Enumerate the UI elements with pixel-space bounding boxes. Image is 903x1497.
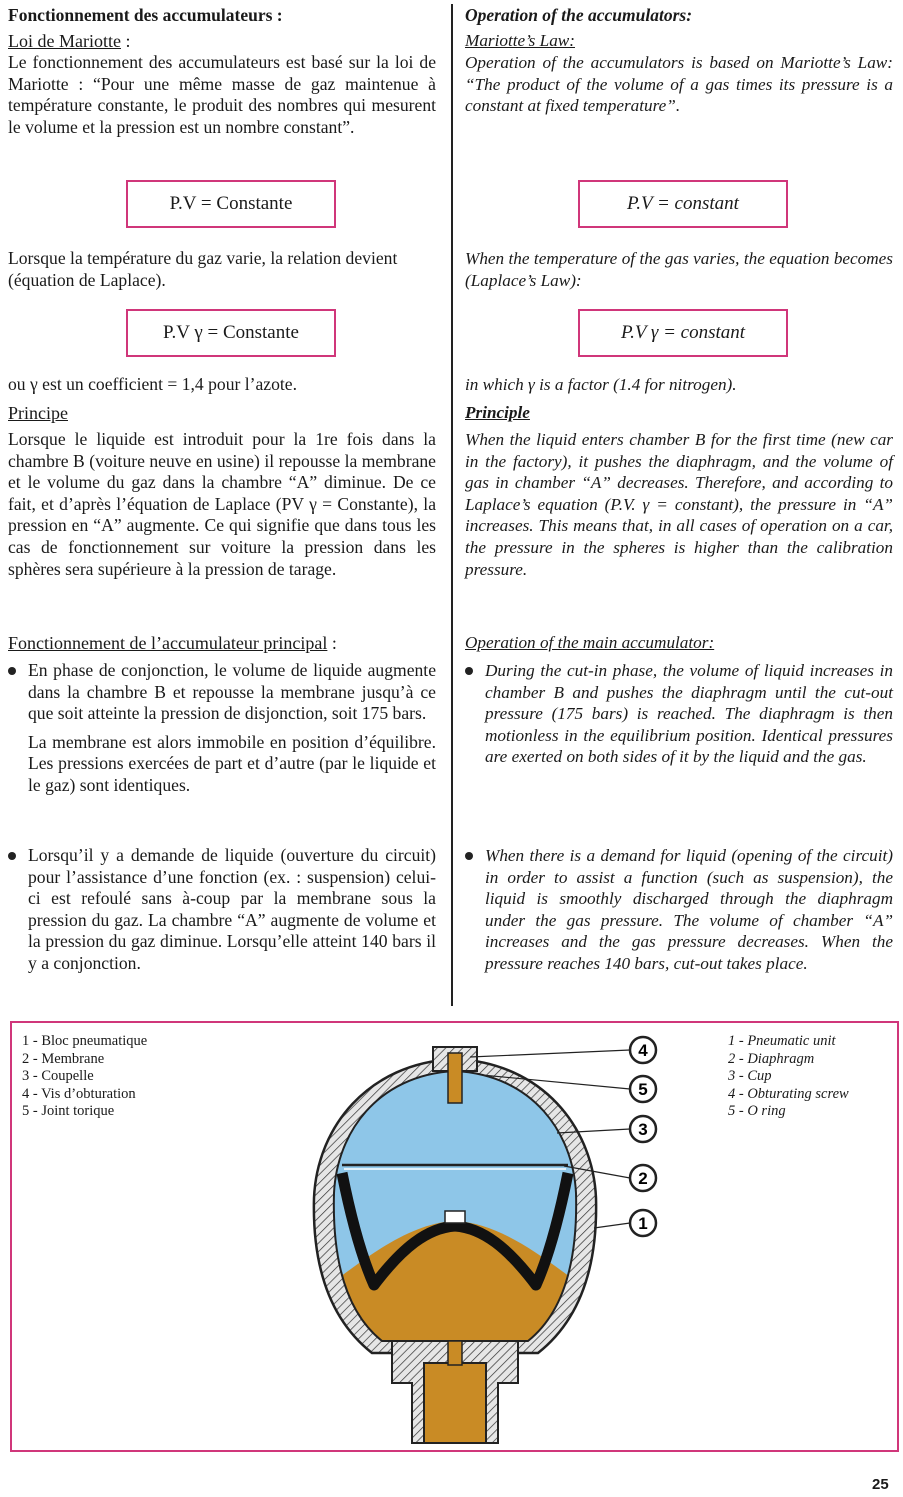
legend-fr-item: 1 - Bloc pneumatique	[22, 1033, 148, 1049]
legend-fr-item: 4 - Vis d’obturation	[22, 1085, 136, 1102]
french-mariotte-heading: Loi de Mariotte	[8, 31, 121, 51]
bullet-dot	[8, 852, 16, 860]
accumulator-figure	[10, 1021, 899, 1452]
callout-5-label: 5	[638, 1080, 648, 1099]
callout-2-label: 2	[638, 1169, 648, 1188]
bullet-dot	[465, 667, 473, 675]
english-principle-heading: Principle	[465, 403, 530, 422]
english-mariotte-heading: Mariotte’s Law:	[465, 31, 575, 50]
french-title: Fonctionnement des accumulateurs :	[8, 5, 283, 25]
french-gamma-text: ou γ est un coefficient = 1,4 pour l’azote.	[8, 374, 298, 394]
english-mariotte-text: Operation of the accumulators is based on Mariotte’s Law: “The product of the volume of a gas times its pressure is a constant at fixed temperature”.	[465, 53, 893, 116]
french-bullet-1-continuation: La membrane est alors immobile en position d’équilibre. Les pressions exercées de part et d’autre (par le liquide et le gaz) sont identiques.	[28, 731, 436, 795]
english-formula-laplace: P.V γ = constant	[578, 309, 788, 357]
english-laplace-text: When the temperature of the gas varies, the equation becomes (Laplace’s Law):	[465, 249, 893, 290]
legend-en-item: 1 - Pneumatic unit	[728, 1033, 836, 1049]
english-title: Operation of the accumulators:	[465, 5, 693, 25]
bullet-dot	[465, 852, 473, 860]
legend-en-item: 3 - Cup	[728, 1068, 772, 1084]
legend-en-item: 4 - Obturating screw	[728, 1085, 849, 1102]
english-bullet-2-text: When there is a demand for liquid (opening of the circuit) in order to assist a function (such as suspension), the liquid is smoothly discharged through the diaphragm under the gas pressure. The volume of chamber “A” increases and the gas pressure decreases. When the pressure reaches 140 bars, cut-out takes place.	[485, 846, 893, 973]
legend-fr-item: 5 - Joint torique	[22, 1103, 115, 1119]
callout-3-label: 3	[638, 1120, 648, 1139]
english-gamma-text: in which γ is a factor (1.4 for nitrogen).	[465, 375, 737, 394]
english-main-heading: Operation of the main accumulator:	[465, 633, 715, 652]
french-bullet-2	[28, 845, 436, 975]
english-bullet-2	[485, 845, 893, 975]
french-formula-laplace: P.V γ = Constante	[126, 309, 336, 357]
legend-en-item: 2 - Diaphragm	[728, 1050, 815, 1067]
french-principe-text: Lorsque le liquide est introduit pour la 1re fois dans la chambre B (voiture neuve en usine) il repousse la membrane et le volume du gaz dans la chambre “A” diminue. De ce fait, et d’après l’équation de Laplace (PV γ = Constante), la pression en “A” augmente. Ce qui signifie que dans tous les cas de fonctionnement sur voiture la pression dans les sphères sera supérieure à la pression de tarage.	[8, 429, 436, 579]
callout-5	[630, 1076, 656, 1102]
french-bullet-1	[28, 660, 436, 797]
page-number: 25	[872, 1476, 889, 1493]
legend-en-item: 5 - O ring	[728, 1103, 786, 1119]
legend-fr-item: 2 - Membrane	[22, 1050, 105, 1067]
column-divider	[451, 4, 453, 1006]
french-principe-heading: Principe	[8, 403, 68, 423]
french-bullet-2-text: Lorsqu’il y a demande de liquide (ouverture du circuit) pour l’assistance d’une fonction (ex. : suspension) celui-ci est refoulé sans à-coup par la membrane sous la pression du gaz. La chambre “A” augmente de volume et la pression du gaz diminue. Lorsqu’elle atteint 140 bars il y a conjonction.	[28, 845, 436, 973]
french-main-colon: :	[327, 633, 337, 653]
french-formula-mariotte: P.V = Constante	[126, 180, 336, 228]
bullet-dot	[8, 667, 16, 675]
english-principle-text: When the liquid enters chamber B for the first time (new car in the factory), it pushes the diaphragm, and the volume of gas in chamber “A” decreases. Therefore, and according to Laplace’s equation (P.V. γ = constant), the pressure in “A” increases. This means that, in all cases of operation on a car, the pressure in the spheres is higher than the calibration pressure.	[465, 430, 893, 579]
callout-3	[630, 1116, 656, 1142]
french-main-heading: Fonctionnement de l’accumulateur principal	[8, 633, 328, 653]
accumulator-drawing	[12, 1023, 897, 1450]
french-laplace-text: Lorsque la température du gaz varie, la relation devient (équation de Laplace).	[8, 248, 398, 290]
english-formula-mariotte: P.V = constant	[578, 180, 788, 228]
callout-2	[630, 1165, 656, 1191]
callout-4	[630, 1037, 656, 1063]
french-main-heading-line	[8, 632, 337, 654]
french-mariotte-text: Le fonctionnement des accumulateurs est basé sur la loi de Mariotte : “Pour une même masse de gaz maintenue à température constante, le produit des nombres qui mesurent le volume et la pression est un nombre constant”.	[8, 52, 436, 137]
legend-fr-item: 3 - Coupelle	[22, 1068, 94, 1084]
callout-1-label: 1	[638, 1214, 648, 1233]
french-mariotte-heading-line	[8, 30, 130, 52]
english-bullet-1-text: During the cut-in phase, the volume of liquid increases in chamber B and pushes the diaphragm until the cut-out pressure (175 bars) is reached. The diaphragm is then motionless in the equilibrium position. Identical pressures are exerted on both sides of it by the liquid and the gas.	[485, 661, 893, 767]
french-mariotte-colon: :	[120, 31, 131, 51]
callout-4-label: 4	[638, 1041, 648, 1060]
english-bullet-1	[485, 660, 893, 768]
callout-1	[630, 1210, 656, 1236]
french-bullet-1-text: En phase de conjonction, le volume de liquide augmente dans la chambre B et repousse la membrane jusqu’à ce que soit atteinte la pression de disjonction, soit 175 bars.	[28, 660, 436, 724]
